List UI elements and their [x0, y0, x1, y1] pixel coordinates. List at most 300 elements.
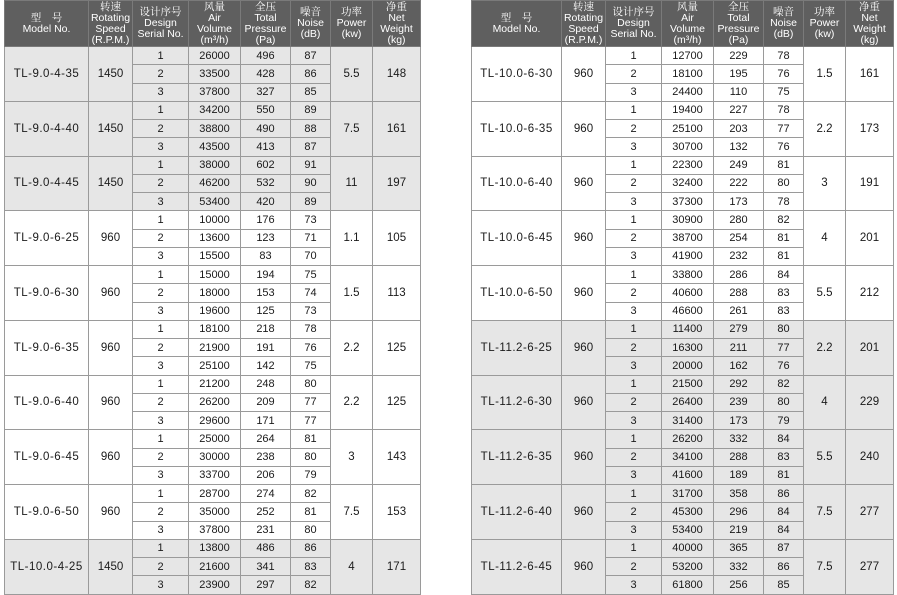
air-volume-cell: 25000 [189, 430, 241, 448]
noise-cell: 76 [764, 357, 804, 375]
pressure-cell: 252 [241, 503, 291, 521]
serial-cell: 1 [606, 430, 662, 448]
header-cell [133, 1, 189, 47]
noise-cell: 77 [764, 339, 804, 357]
pressure-cell: 209 [241, 393, 291, 411]
table-row [472, 47, 894, 65]
air-volume-cell: 24400 [662, 83, 714, 101]
noise-cell: 86 [291, 539, 331, 557]
table-row [5, 430, 421, 448]
serial-cell: 1 [133, 375, 189, 393]
air-volume-cell: 53400 [662, 521, 714, 539]
model-cell: TL-10.0-6-50 [472, 266, 562, 321]
table-row [472, 320, 894, 338]
pressure-cell: 286 [714, 266, 764, 284]
table-row [5, 375, 421, 393]
table-row [5, 485, 421, 503]
model-cell: TL-9.0-6-35 [5, 320, 89, 375]
serial-cell: 3 [133, 466, 189, 484]
air-volume-cell: 33500 [189, 65, 241, 83]
serial-cell: 1 [606, 539, 662, 557]
serial-cell: 2 [606, 448, 662, 466]
header-en: Power [809, 17, 840, 29]
power-cell: 2.2 [331, 375, 373, 430]
noise-cell: 80 [291, 521, 331, 539]
header-zh: 型 号 [500, 11, 533, 24]
model-cell: TL-9.0-6-25 [5, 211, 89, 266]
pressure-cell: 232 [714, 247, 764, 265]
noise-cell: 78 [764, 193, 804, 211]
model-cell: TL-9.0-6-40 [5, 375, 89, 430]
speed-cell: 960 [562, 539, 606, 594]
serial-cell: 3 [606, 193, 662, 211]
table-row [472, 266, 894, 284]
table-row [472, 539, 894, 557]
model-cell: TL-10.0-6-30 [472, 47, 562, 102]
noise-cell: 85 [764, 576, 804, 594]
header-en: Weight [380, 22, 413, 35]
table-row [5, 101, 421, 119]
model-cell: TL-9.0-6-50 [5, 485, 89, 540]
noise-cell: 84 [764, 430, 804, 448]
pressure-cell: 288 [714, 448, 764, 466]
air-volume-cell: 43500 [189, 138, 241, 156]
speed-cell: 960 [89, 211, 133, 266]
serial-cell: 2 [606, 339, 662, 357]
pressure-cell: 486 [241, 539, 291, 557]
weight-cell: 201 [846, 320, 894, 375]
air-volume-cell: 46200 [189, 174, 241, 192]
pressure-cell: 327 [241, 83, 291, 101]
noise-cell: 78 [764, 47, 804, 65]
noise-cell: 71 [291, 229, 331, 247]
weight-cell: 277 [846, 539, 894, 594]
noise-cell: 81 [764, 466, 804, 484]
power-cell: 3 [804, 156, 846, 211]
model-cell: TL-9.0-4-35 [5, 47, 89, 102]
header-en: Power [336, 17, 367, 29]
serial-cell: 3 [133, 193, 189, 211]
pressure-cell: 332 [714, 558, 764, 576]
air-volume-cell: 53400 [189, 193, 241, 211]
header-cell [846, 1, 894, 47]
weight-cell: 212 [846, 266, 894, 321]
power-cell: 7.5 [804, 485, 846, 540]
speed-cell: 960 [89, 266, 133, 321]
air-volume-cell: 33800 [662, 266, 714, 284]
table-row [472, 375, 894, 393]
header-zh: 设计序号 [612, 6, 655, 18]
speed-cell: 960 [562, 375, 606, 430]
header-cell [662, 1, 714, 47]
table-header [5, 1, 421, 47]
pressure-cell: 195 [714, 65, 764, 83]
header-zh: 功率 [814, 6, 835, 18]
power-cell: 2.2 [804, 320, 846, 375]
spec-table-right [471, 0, 894, 595]
model-cell: TL-10.0-6-35 [472, 101, 562, 156]
air-volume-cell: 38000 [189, 156, 241, 174]
air-volume-cell: 30900 [662, 211, 714, 229]
pressure-cell: 296 [714, 503, 764, 521]
noise-cell: 88 [291, 120, 331, 138]
speed-cell: 960 [562, 320, 606, 375]
header-zh: 设计序号 [139, 6, 182, 18]
noise-cell: 85 [291, 83, 331, 101]
air-volume-cell: 26200 [662, 430, 714, 448]
air-volume-cell: 15000 [189, 266, 241, 284]
table-row [472, 156, 894, 174]
serial-cell: 1 [606, 101, 662, 119]
pressure-cell: 189 [714, 466, 764, 484]
serial-cell: 3 [606, 466, 662, 484]
speed-cell: 960 [89, 320, 133, 375]
model-cell: TL-11.2-6-40 [472, 485, 562, 540]
power-cell: 4 [804, 211, 846, 266]
power-cell: 1.5 [804, 47, 846, 102]
header-zh: 转速 [573, 0, 594, 13]
weight-cell: 161 [373, 101, 421, 156]
header-en: (kg) [860, 33, 879, 46]
noise-cell: 90 [291, 174, 331, 192]
header-en: Rotating [90, 11, 131, 24]
header-en: Total [254, 11, 277, 24]
header-en: (dB) [300, 28, 321, 40]
noise-cell: 81 [291, 503, 331, 521]
noise-cell: 86 [291, 65, 331, 83]
model-cell: TL-10.0-6-45 [472, 211, 562, 266]
speed-cell: 960 [562, 211, 606, 266]
pressure-cell: 274 [241, 485, 291, 503]
model-cell: TL-11.2-6-45 [472, 539, 562, 594]
serial-cell: 2 [606, 503, 662, 521]
table-header [472, 1, 894, 47]
noise-cell: 80 [764, 320, 804, 338]
air-volume-cell: 20000 [662, 357, 714, 375]
serial-cell: 3 [606, 138, 662, 156]
pressure-cell: 248 [241, 375, 291, 393]
serial-cell: 2 [133, 120, 189, 138]
noise-cell: 77 [291, 412, 331, 430]
header-en: Volume [669, 22, 706, 35]
serial-cell: 2 [133, 65, 189, 83]
pressure-cell: 218 [241, 320, 291, 338]
pressure-cell: 496 [241, 47, 291, 65]
air-volume-cell: 13800 [189, 539, 241, 557]
serial-cell: 2 [606, 558, 662, 576]
pressure-cell: 227 [714, 101, 764, 119]
pressure-cell: 297 [241, 576, 291, 594]
serial-cell: 3 [606, 83, 662, 101]
power-cell: 3 [331, 430, 373, 485]
noise-cell: 74 [291, 284, 331, 302]
header-en: (kg) [387, 33, 406, 46]
weight-cell: 143 [373, 430, 421, 485]
serial-cell: 1 [606, 211, 662, 229]
air-volume-cell: 26000 [189, 47, 241, 65]
power-cell: 7.5 [804, 539, 846, 594]
air-volume-cell: 23900 [189, 576, 241, 594]
noise-cell: 83 [764, 302, 804, 320]
pressure-cell: 280 [714, 211, 764, 229]
speed-cell: 1450 [89, 156, 133, 211]
weight-cell: 105 [373, 211, 421, 266]
serial-cell: 2 [133, 558, 189, 576]
air-volume-cell: 53200 [662, 558, 714, 576]
air-volume-cell: 31700 [662, 485, 714, 503]
noise-cell: 86 [764, 485, 804, 503]
pressure-cell: 153 [241, 284, 291, 302]
pressure-cell: 176 [241, 211, 291, 229]
header-en: (m³/h) [673, 33, 702, 46]
air-volume-cell: 45300 [662, 503, 714, 521]
air-volume-cell: 32400 [662, 174, 714, 192]
header-zh: 全压 [255, 0, 276, 13]
table-row [5, 47, 421, 65]
model-cell: TL-11.2-6-30 [472, 375, 562, 430]
header-cell [5, 1, 89, 47]
header-cell [562, 1, 606, 47]
power-cell: 4 [331, 539, 373, 594]
pressure-cell: 264 [241, 430, 291, 448]
pressure-cell: 110 [714, 83, 764, 101]
pressure-cell: 125 [241, 302, 291, 320]
serial-cell: 2 [133, 229, 189, 247]
pressure-cell: 219 [714, 521, 764, 539]
header-en: (dB) [773, 28, 794, 40]
noise-cell: 87 [764, 539, 804, 557]
model-cell: TL-10.0-6-40 [472, 156, 562, 211]
noise-cell: 82 [291, 485, 331, 503]
noise-cell: 73 [291, 211, 331, 229]
serial-cell: 1 [133, 266, 189, 284]
air-volume-cell: 21500 [662, 375, 714, 393]
model-cell: TL-9.0-4-45 [5, 156, 89, 211]
serial-cell: 3 [133, 521, 189, 539]
air-volume-cell: 30000 [189, 448, 241, 466]
weight-cell: 277 [846, 485, 894, 540]
pressure-cell: 261 [714, 302, 764, 320]
header-en: Pressure [717, 22, 760, 35]
power-cell: 2.2 [331, 320, 373, 375]
air-volume-cell: 37800 [189, 521, 241, 539]
noise-cell: 81 [764, 229, 804, 247]
serial-cell: 1 [133, 101, 189, 119]
header-en: Pressure [244, 22, 287, 35]
pressure-cell: 249 [714, 156, 764, 174]
header-en: (m³/h) [200, 33, 229, 46]
noise-cell: 89 [291, 193, 331, 211]
serial-cell: 3 [606, 302, 662, 320]
pressure-cell: 191 [241, 339, 291, 357]
header-cell [89, 1, 133, 47]
pressure-cell: 420 [241, 193, 291, 211]
noise-cell: 76 [291, 339, 331, 357]
weight-cell: 229 [846, 375, 894, 430]
noise-cell: 76 [764, 65, 804, 83]
speed-cell: 960 [89, 375, 133, 430]
noise-cell: 81 [764, 247, 804, 265]
table-row [5, 156, 421, 174]
header-en: Design [617, 17, 650, 29]
air-volume-cell: 37300 [662, 193, 714, 211]
header-en: Total [727, 11, 750, 24]
pressure-cell: 231 [241, 521, 291, 539]
air-volume-cell: 19600 [189, 302, 241, 320]
noise-cell: 87 [291, 47, 331, 65]
table-row [472, 485, 894, 503]
air-volume-cell: 19400 [662, 101, 714, 119]
serial-cell: 1 [606, 320, 662, 338]
header-en: Net [861, 11, 878, 24]
pressure-cell: 254 [714, 229, 764, 247]
weight-cell: 113 [373, 266, 421, 321]
header-cell [241, 1, 291, 47]
serial-cell: 2 [133, 339, 189, 357]
header-en: Volume [196, 22, 233, 35]
header-zh: 噪音 [300, 6, 321, 18]
header-en: Model No. [492, 22, 541, 35]
pressure-cell: 532 [241, 174, 291, 192]
serial-cell: 2 [606, 65, 662, 83]
weight-cell: 173 [846, 101, 894, 156]
serial-cell: 2 [133, 284, 189, 302]
table-row [5, 266, 421, 284]
pressure-cell: 173 [714, 412, 764, 430]
serial-cell: 1 [133, 320, 189, 338]
pressure-cell: 365 [714, 539, 764, 557]
header-zh: 噪音 [773, 6, 794, 18]
header-cell [804, 1, 846, 47]
header-zh: 全压 [728, 0, 749, 13]
header-cell [714, 1, 764, 47]
air-volume-cell: 22300 [662, 156, 714, 174]
pressure-cell: 206 [241, 466, 291, 484]
serial-cell: 1 [133, 539, 189, 557]
header-en: Serial No. [137, 28, 184, 40]
model-cell: TL-9.0-6-30 [5, 266, 89, 321]
weight-cell: 125 [373, 320, 421, 375]
header-cell [764, 1, 804, 47]
weight-cell: 148 [373, 47, 421, 102]
header-en: Speed [568, 22, 599, 35]
noise-cell: 80 [291, 375, 331, 393]
air-volume-cell: 26200 [189, 393, 241, 411]
serial-cell: 2 [133, 503, 189, 521]
serial-cell: 2 [133, 448, 189, 466]
weight-cell: 201 [846, 211, 894, 266]
noise-cell: 73 [291, 302, 331, 320]
air-volume-cell: 26400 [662, 393, 714, 411]
weight-cell: 171 [373, 539, 421, 594]
serial-cell: 1 [133, 47, 189, 65]
model-cell: TL-9.0-6-45 [5, 430, 89, 485]
pressure-cell: 142 [241, 357, 291, 375]
air-volume-cell: 61800 [662, 576, 714, 594]
noise-cell: 91 [291, 156, 331, 174]
serial-cell: 1 [133, 485, 189, 503]
power-cell: 5.5 [331, 47, 373, 102]
noise-cell: 75 [764, 83, 804, 101]
serial-cell: 2 [606, 284, 662, 302]
noise-cell: 84 [764, 503, 804, 521]
serial-cell: 3 [133, 247, 189, 265]
serial-cell: 1 [606, 47, 662, 65]
model-cell: TL-10.0-4-25 [5, 539, 89, 594]
noise-cell: 83 [291, 558, 331, 576]
pressure-cell: 239 [714, 393, 764, 411]
noise-cell: 89 [291, 101, 331, 119]
power-cell: 7.5 [331, 101, 373, 156]
header-en: Speed [95, 22, 126, 35]
noise-cell: 82 [764, 211, 804, 229]
serial-cell: 1 [133, 156, 189, 174]
pressure-cell: 83 [241, 247, 291, 265]
noise-cell: 81 [291, 430, 331, 448]
header-zh: 型 号 [30, 11, 63, 24]
noise-cell: 86 [764, 558, 804, 576]
air-volume-cell: 25100 [189, 357, 241, 375]
noise-cell: 82 [764, 375, 804, 393]
power-cell: 5.5 [804, 266, 846, 321]
pressure-cell: 211 [714, 339, 764, 357]
header-en: Rotating [563, 11, 604, 24]
noise-cell: 77 [764, 120, 804, 138]
noise-cell: 84 [764, 521, 804, 539]
noise-cell: 83 [764, 448, 804, 466]
serial-cell: 2 [606, 120, 662, 138]
power-cell: 2.2 [804, 101, 846, 156]
serial-cell: 3 [133, 83, 189, 101]
air-volume-cell: 40000 [662, 539, 714, 557]
serial-cell: 2 [133, 174, 189, 192]
serial-cell: 3 [606, 521, 662, 539]
serial-cell: 2 [606, 393, 662, 411]
noise-cell: 79 [291, 466, 331, 484]
serial-cell: 3 [606, 412, 662, 430]
air-volume-cell: 46600 [662, 302, 714, 320]
noise-cell: 80 [764, 174, 804, 192]
power-cell: 1.1 [331, 211, 373, 266]
pressure-cell: 171 [241, 412, 291, 430]
power-cell: 1.5 [331, 266, 373, 321]
noise-cell: 75 [291, 357, 331, 375]
air-volume-cell: 34100 [662, 448, 714, 466]
serial-cell: 3 [133, 302, 189, 320]
weight-cell: 197 [373, 156, 421, 211]
speed-cell: 960 [562, 485, 606, 540]
header-en: Air [681, 11, 694, 24]
weight-cell: 161 [846, 47, 894, 102]
air-volume-cell: 31400 [662, 412, 714, 430]
air-volume-cell: 38800 [189, 120, 241, 138]
noise-cell: 78 [291, 320, 331, 338]
header-zh: 风量 [204, 0, 225, 13]
noise-cell: 80 [291, 448, 331, 466]
air-volume-cell: 18100 [189, 320, 241, 338]
air-volume-cell: 38700 [662, 229, 714, 247]
noise-cell: 82 [291, 576, 331, 594]
speed-cell: 1450 [89, 539, 133, 594]
header-en: (Pa) [255, 33, 276, 46]
pressure-cell: 341 [241, 558, 291, 576]
spec-table-left [4, 0, 421, 595]
air-volume-cell: 21900 [189, 339, 241, 357]
model-cell: TL-9.0-4-40 [5, 101, 89, 156]
air-volume-cell: 18100 [662, 65, 714, 83]
speed-cell: 1450 [89, 101, 133, 156]
power-cell: 7.5 [331, 485, 373, 540]
